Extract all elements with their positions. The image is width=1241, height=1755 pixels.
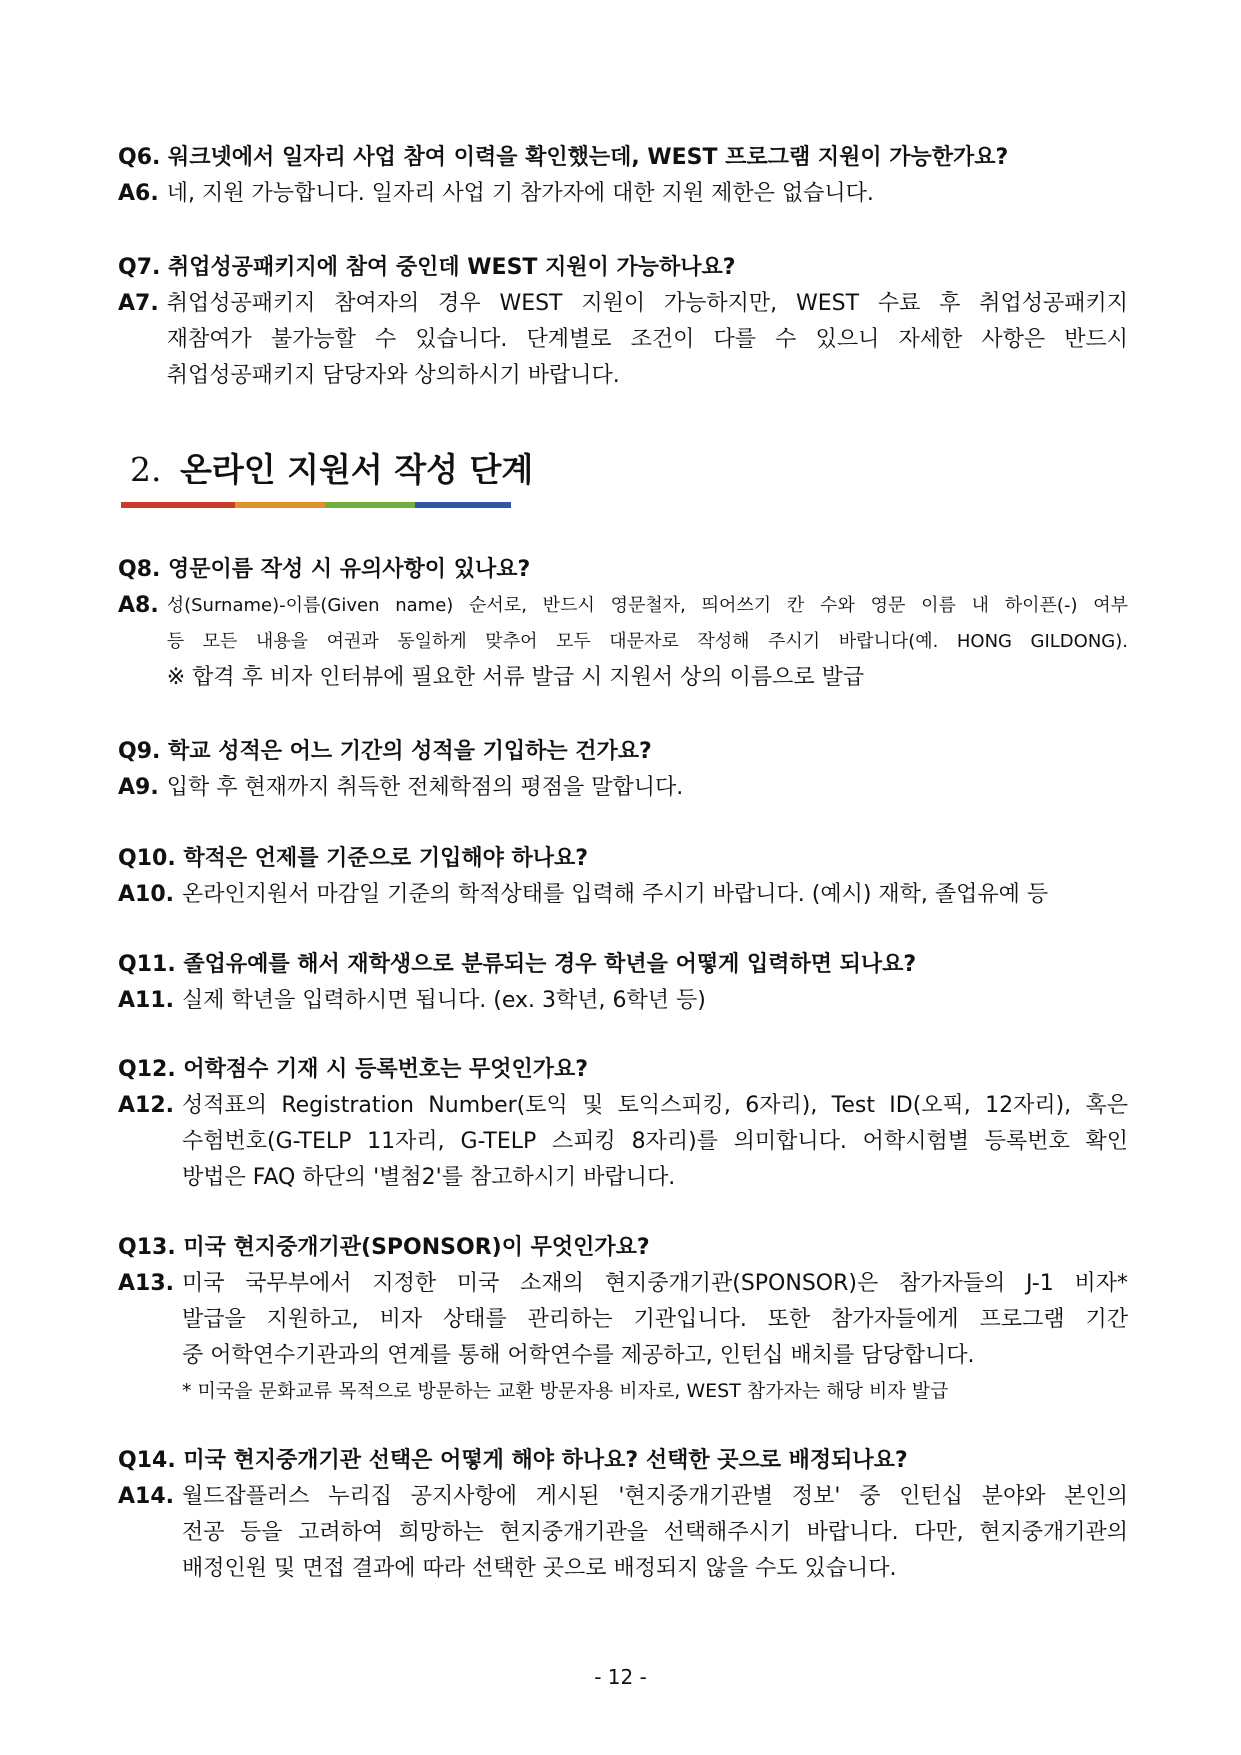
answer-label: A9. <box>118 775 159 800</box>
answer-line: 취업성공패키지 담당자와 상의하시기 바랍니다. <box>166 363 620 388</box>
color-bar-segment-orange <box>235 502 325 508</box>
answer-line: 전공 등을 고려하여 희망하는 현지중개기관을 선택해주시기 바랍니다. 다만, 현지중개기관의 <box>182 1520 1128 1545</box>
qa-item-q10 <box>118 841 1128 913</box>
answer-body <box>182 877 1128 913</box>
answer-label: A8. <box>118 593 159 618</box>
question-q12: Q12. 어학점수 기재 시 등록번호는 무엇인가요? <box>118 1057 589 1082</box>
answer-line: 월드잡플러스 누리집 공지사항에 게시된 '현지중개기관별 정보' 중 인턴십 분야와 본인의 <box>182 1484 1128 1509</box>
answer-line: 재참여가 불가능할 수 있습니다. 단계별로 조건이 다를 수 있으니 자세한 사항은 반드시 <box>166 327 1128 352</box>
question-q6: Q6. 워크넷에서 일자리 사업 참여 이력을 확인했는데, WEST 프로그램 지원이 가능한가요? <box>118 145 1009 170</box>
color-bar-segment-blue <box>415 502 511 508</box>
answer-body <box>167 176 1128 212</box>
answer-a14 <box>118 1479 1128 1587</box>
answer-label: A6. <box>118 181 159 206</box>
answer-body <box>167 588 1128 696</box>
answer-a13 <box>118 1266 1128 1408</box>
qa-item-q13 <box>118 1230 1128 1408</box>
answer-a11 <box>118 983 1128 1019</box>
answer-a8 <box>118 588 1128 696</box>
answer-label: A7. <box>118 291 159 316</box>
answer-body <box>182 1266 1128 1408</box>
answer-line: 수험번호(G-TELP 11자리, G-TELP 스피킹 8자리)를 의미합니다. 어학시험별 등록번호 확인 <box>182 1129 1128 1154</box>
qa-item-q8 <box>118 552 1128 696</box>
question-q13: Q13. 미국 현지중개기관(SPONSOR)이 무엇인가요? <box>118 1235 650 1260</box>
answer-line: 실제 학년을 입력하시면 됩니다. (ex. 3학년, 6학년 등) <box>182 988 706 1013</box>
qa-item-q12 <box>118 1052 1128 1196</box>
answer-body <box>182 983 1128 1019</box>
answer-line: 배정인원 및 면접 결과에 따라 선택한 곳으로 배정되지 않을 수도 있습니다. <box>182 1556 897 1581</box>
answer-line: 중 어학연수기관과의 연계를 통해 어학연수를 제공하고, 인턴십 배치를 담당합니다. <box>182 1343 975 1368</box>
color-bar-segment-red <box>121 502 235 508</box>
section-title <box>130 448 533 492</box>
answer-line: 방법은 FAQ 하단의 '별첨2'를 참고하시기 바랍니다. <box>182 1165 676 1190</box>
page-number: - 12 - <box>594 1665 647 1689</box>
answer-line: 네, 지원 가능합니다. 일자리 사업 기 참가자에 대한 지원 제한은 없습니다. <box>166 181 874 206</box>
answer-a6 <box>118 176 1128 212</box>
section-title-text: 온라인 지원서 작성 단계 <box>180 450 534 489</box>
answer-a9 <box>118 770 1128 806</box>
answer-line: 발급을 지원하고, 비자 상태를 관리하는 기관입니다. 또한 참가자들에게 프로그램 기간 <box>182 1307 1128 1332</box>
answer-label: A11. <box>118 988 174 1013</box>
answer-a7 <box>118 286 1128 394</box>
question-q8: Q8. 영문이름 작성 시 유의사항이 있나요? <box>118 557 531 582</box>
question-q11: Q11. 졸업유예를 해서 재학생으로 분류되는 경우 학년을 어떻게 입력하면 되나요? <box>118 952 917 977</box>
answer-body <box>182 1479 1128 1587</box>
answer-a12 <box>118 1088 1128 1196</box>
answer-label: A12. <box>118 1093 174 1118</box>
answer-label: A10. <box>118 882 174 907</box>
answer-line: 입학 후 현재까지 취득한 전체학점의 평점을 말합니다. <box>166 775 684 800</box>
qa-item-q7 <box>118 250 1128 394</box>
question-q14: Q14. 미국 현지중개기관 선택은 어떻게 해야 하나요? 선택한 곳으로 배정되나요? <box>118 1448 908 1473</box>
question-q10: Q10. 학적은 언제를 기준으로 기입해야 하나요? <box>118 846 589 871</box>
color-bar-segment-green <box>325 502 415 508</box>
question-q7: Q7. 취업성공패키지에 참여 중인데 WEST 지원이 가능하나요? <box>118 255 736 280</box>
answer-line: 취업성공패키지 참여자의 경우 WEST 지원이 가능하지만, WEST 수료 후 취업성공패키지 <box>166 291 1128 316</box>
section-number: 2. <box>130 450 162 489</box>
qa-item-q14 <box>118 1443 1128 1587</box>
answer-body <box>182 1088 1128 1196</box>
answer-body <box>167 770 1128 806</box>
qa-item-q11 <box>118 947 1128 1019</box>
answer-label: A14. <box>118 1484 174 1509</box>
answer-line: 온라인지원서 마감일 기준의 학적상태를 입력해 주시기 바랍니다. (예시) 재학, 졸업유예 등 <box>182 882 1049 907</box>
section-color-bar <box>121 502 511 508</box>
qa-item-q9 <box>118 734 1128 806</box>
answer-footnote: * 미국을 문화교류 목적으로 방문하는 교환 방문자용 비자로, WEST 참가자는 해당 비자 발급 <box>182 1380 949 1402</box>
answer-line: 미국 국무부에서 지정한 미국 소재의 현지중개기관(SPONSOR)은 참가자들의 J-1 비자* <box>182 1271 1128 1296</box>
section-heading <box>130 448 533 492</box>
answer-body <box>167 286 1128 394</box>
answer-a10 <box>118 877 1128 913</box>
answer-line: 성(Surname)-이름(Given name) 순서로, 반드시 영문철자, 띄어쓰기 칸 수와 영문 이름 내 하이픈(-) 여부 <box>166 595 1128 616</box>
question-q9: Q9. 학교 성적은 어느 기간의 성적을 기입하는 건가요? <box>118 739 652 764</box>
answer-line: 성적표의 Registration Number(토익 및 토익스피킹, 6자리), Test ID(오픽, 12자리), 혹은 <box>182 1093 1128 1118</box>
answer-line: ※ 합격 후 비자 인터뷰에 필요한 서류 발급 시 지원서 상의 이름으로 발급 <box>166 665 865 690</box>
qa-item-q6 <box>118 140 1128 212</box>
answer-line: 등 모든 내용을 여권과 동일하게 맞추어 모두 대문자로 작성해 주시기 바랍니다(예. HONG GILDONG). <box>166 631 1128 652</box>
answer-label: A13. <box>118 1271 174 1296</box>
